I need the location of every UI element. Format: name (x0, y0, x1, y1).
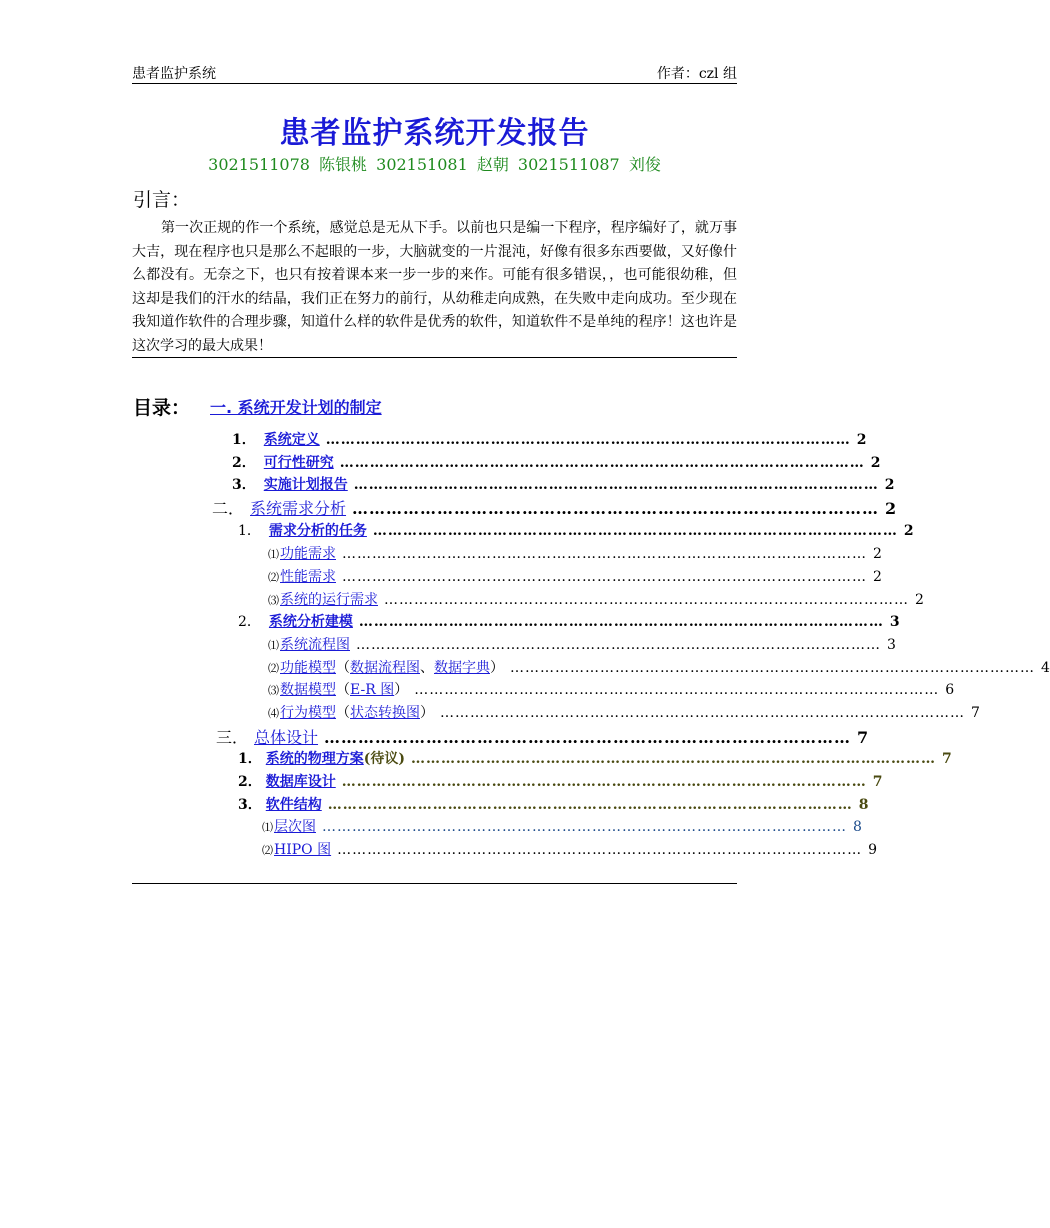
toc-link-data-model[interactable]: 数据模型 (280, 682, 336, 698)
toc-entry-marker: ⑵ (268, 662, 279, 675)
toc-entry (268, 679, 955, 699)
toc-link-performance-requirements[interactable]: 性能需求 (280, 569, 336, 585)
dot-leader: …………………………………………………………………………………………… (353, 477, 879, 493)
toc-page-number: 2 (873, 546, 882, 562)
separator: 、 (420, 660, 434, 676)
dot-leader: …………………………………………………………………………………………… (440, 705, 965, 721)
toc-entry-number: 1． (232, 432, 256, 448)
dot-leader: …………………………………………………………………………………………… (372, 523, 898, 539)
toc-page-number: 2 (884, 477, 895, 493)
toc-link-requirements-analysis[interactable]: 系统需求分析 (250, 499, 347, 518)
toc-entry (232, 429, 867, 449)
toc-entry-marker: ⑵ (262, 844, 273, 857)
toc-page-number: 8 (853, 819, 862, 835)
toc-page-number: 9 (868, 842, 878, 858)
toc-page-number: 7 (857, 728, 869, 747)
toc-page-number: 2 (873, 569, 882, 585)
toc-link-software-structure[interactable]: 软件结构 (265, 797, 322, 813)
toc-section-number: 二． (212, 499, 245, 518)
toc-entry (216, 725, 869, 748)
toc-link-implementation-plan[interactable]: 实施计划报告 (263, 477, 348, 493)
toc-entry-number: 3． (232, 477, 256, 493)
header-right: 作者：czl 组 (656, 66, 737, 82)
toc-link-hipo-chart[interactable]: HIPO 图 (274, 842, 332, 858)
toc-entry-marker: ⑶ (268, 684, 279, 697)
toc-link-hierarchy-chart[interactable]: 层次图 (274, 819, 316, 835)
dot-leader: …………………………………………………………………………………………… (342, 569, 867, 585)
intro-paragraph: 第一次正规的作一个系统，感觉总是无从下手。以前也只是编一下程序，程序编好了，就万事大吉，现在程序也只是那么不起眼的一步，大脑就变的一片混沌，好像有很多东西要做，又好像什么都没有。无奈之下，也只有按着课本来一步一步的来作。可能有很多错误，，也可能很幼稚，但这却是我们的汗水的结晶，我们正在努力的前行，从幼稚走向成熟，在失败中走向成功。至少现在我知道作软件的合理步骤，知道什么样的软件是优秀的软件，知道软件不是单纯的程序！这也许是这次学习的最大成果！ (132, 220, 737, 354)
toc-page-number: 7 (872, 774, 883, 790)
page-header (132, 61, 737, 84)
toc-entry-number: 2． (238, 614, 261, 630)
dot-leader: …………………………………………………………………………………………… (356, 637, 881, 653)
toc-section-1-link[interactable]: 一. 系统开发计划的制定 (210, 398, 382, 417)
toc-page-number: 3 (887, 637, 896, 653)
toc-entry (238, 520, 914, 540)
dot-leader: …………………………………………………………………………………………… (384, 592, 909, 608)
paren-open: （ (336, 682, 350, 698)
toc-entry (268, 589, 924, 609)
toc-link-requirements-task[interactable]: 需求分析的任务 (268, 523, 367, 539)
toc-entry (232, 474, 895, 494)
toc-entry (268, 566, 882, 586)
toc-page-number: 4 (1041, 660, 1050, 676)
toc-link-physical-plan[interactable]: 系统的物理方案 (265, 751, 364, 767)
toc-link-data-dictionary[interactable]: 数据字典 (434, 660, 490, 676)
dot-leader: …………………………………………………………………………………………… (322, 819, 847, 835)
toc-page-number: 2 (885, 499, 897, 518)
toc-entry (238, 611, 900, 631)
toc-page-number: 2 (870, 455, 881, 471)
dot-leader: …………………………………………………………………………………………… (414, 682, 940, 698)
paren-close: ） (394, 682, 409, 698)
toc-entry (238, 748, 952, 768)
toc-link-functional-model[interactable]: 功能模型 (280, 660, 336, 676)
toc-entry-number: 2． (238, 774, 262, 790)
dot-leader: …………………………………………………………………………………………… (411, 751, 936, 767)
toc-entry-marker: ⑶ (268, 594, 279, 607)
toc-link-data-flow-diagram[interactable]: 数据流程图 (350, 660, 420, 676)
toc-link-system-flowchart[interactable]: 系统流程图 (280, 637, 350, 653)
toc-link-database-design[interactable]: 数据库设计 (265, 774, 336, 790)
toc-entry (262, 816, 862, 836)
toc-entry-number: 1． (238, 751, 262, 767)
pending-note: (待议) (363, 751, 405, 767)
dot-leader: …………………………………………………………………………………………… (337, 842, 863, 858)
toc-page-number: 6 (945, 682, 955, 698)
paren-open: （ (336, 660, 350, 676)
toc-entry (212, 496, 897, 519)
toc-link-runtime-requirements[interactable]: 系统的运行需求 (280, 592, 378, 608)
toc-entry-marker: ⑵ (268, 571, 279, 584)
author-list: 3021511078 陈银桃 302151081 赵朝 3021511087 刘俊 (208, 155, 661, 174)
dot-leader: …………………………………………………………………………………………… (358, 614, 884, 630)
dot-leader: …………………………………………………………………………………………… (510, 660, 1035, 676)
toc-entry-marker: ⑷ (268, 707, 279, 720)
toc-page-number: 2 (915, 592, 924, 608)
toc-page-number: 8 (858, 797, 869, 813)
toc-page-number: 7 (942, 751, 952, 767)
toc-entry (268, 543, 882, 563)
header-left: 患者监护系统 (132, 66, 216, 82)
toc-entry (262, 839, 878, 859)
toc-entry-marker: ⑴ (268, 548, 279, 561)
toc-heading: 目录： (133, 397, 191, 419)
dot-leader: …………………………………………………………………………………………… (325, 432, 851, 448)
divider (132, 883, 737, 884)
toc-entry-number: 2． (232, 455, 256, 471)
toc-entry-marker: ⑴ (262, 821, 273, 834)
document-title: 患者监护系统开发报告 (279, 116, 590, 151)
paren-close: ） (490, 660, 504, 676)
toc-entry (268, 634, 896, 654)
toc-entry (232, 452, 881, 472)
toc-page-number: 3 (889, 614, 900, 630)
toc-link-functional-requirements[interactable]: 功能需求 (280, 546, 336, 562)
toc-page-number: 2 (856, 432, 867, 448)
toc-page-number: 7 (971, 705, 980, 721)
toc-link-system-modeling[interactable]: 系统分析建模 (268, 614, 353, 630)
toc-link-feasibility-study[interactable]: 可行性研究 (263, 455, 334, 471)
toc-entry-number: 3． (238, 797, 262, 813)
dot-leader: …………………………………………………………………………………………… (327, 797, 853, 813)
toc-link-overall-design[interactable]: 总体设计 (254, 728, 319, 747)
paren-close: ） (420, 705, 434, 721)
toc-entry (238, 794, 869, 814)
toc-entry (238, 771, 883, 791)
dot-leader: ………………………………………………………………………………… (324, 728, 852, 747)
paren-open: （ (336, 705, 350, 721)
toc-section-number: 三． (216, 728, 249, 747)
toc-link-er-diagram[interactable]: E-R 图 (350, 682, 395, 698)
toc-entry (268, 702, 980, 722)
dot-leader: …………………………………………………………………………………………… (342, 546, 867, 562)
divider (132, 357, 737, 358)
toc-page-number: 2 (903, 523, 914, 539)
toc-entry (268, 657, 1050, 677)
dot-leader: ………………………………………………………………………………… (352, 499, 880, 518)
toc-entry-marker: ⑴ (268, 639, 279, 652)
toc-link-behavior-model[interactable]: 行为模型 (280, 705, 336, 721)
dot-leader: …………………………………………………………………………………………… (341, 774, 867, 790)
dot-leader: …………………………………………………………………………………………… (339, 455, 865, 471)
toc-link-state-diagram[interactable]: 状态转换图 (350, 705, 420, 721)
toc-link-system-definition[interactable]: 系统定义 (263, 432, 320, 448)
toc-entry-number: 1． (238, 523, 261, 539)
intro-heading: 引言： (133, 189, 191, 211)
